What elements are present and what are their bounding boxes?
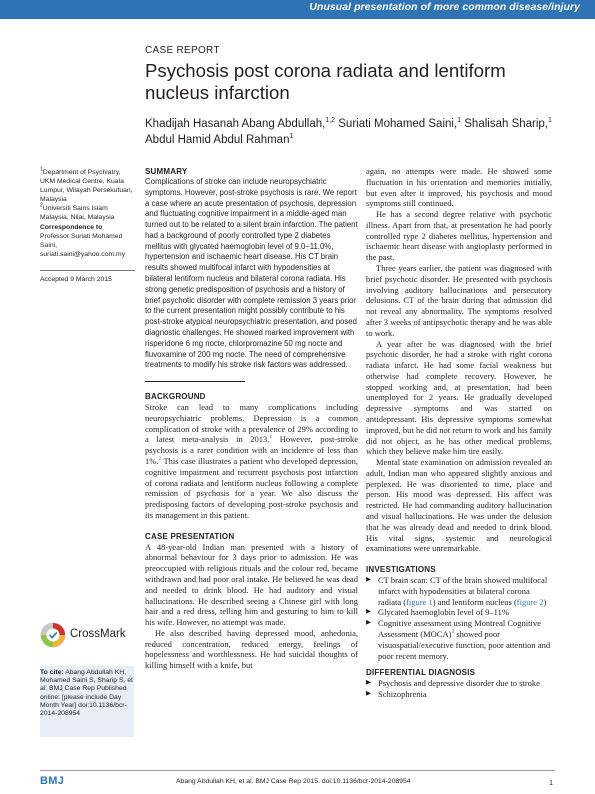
bullet-icon: ▶: [366, 608, 371, 616]
background-text-part: However, post-stroke psychosis is a rarer condition with an incidence of less than 1%.: [145, 434, 358, 466]
crossmark-icon: [40, 622, 66, 648]
reference-link[interactable]: 3: [451, 629, 455, 636]
bullet-icon: ▶: [366, 619, 371, 627]
right-column: [366, 166, 552, 700]
list-item-text: CT brain scan: CT of the brain showed multifocal infarct with hypodensities at bilateral corona radiata (: [378, 575, 548, 607]
sidebar-divider: [40, 270, 135, 271]
case-paragraph: A 48-year-old Indian man presented with a history of abnormal behaviour for 3 days prior to admission. He was preoccupied with religious rituals and the colour red, became withdrawn and had poor oral intake. He believed he was dead and needed to drink blood. He had auditory and visual hallucinations. He described seeing a Chinese girl with long hair and a red dress, telling him and gesturing to him to kill his wife. However, no attempt was made.: [145, 541, 358, 628]
list-item-text: ): [543, 596, 547, 607]
author-affiliation: 1,2: [325, 117, 336, 125]
background-heading: BACKGROUND: [145, 392, 206, 402]
author-name: Suriati Mohamed Saini,: [335, 118, 458, 130]
list-item-text: showed poor visuospatial/executive function, poor attention and poor recent memory.: [378, 629, 551, 661]
article-title: Psychosis post corona radiata and lentiform nucleus infarction: [145, 60, 506, 103]
correspondence-label: Correspondence to: [40, 224, 103, 231]
affiliations: [40, 168, 135, 222]
summary-heading: SUMMARY: [145, 167, 188, 176]
list-item: [366, 689, 552, 700]
author-affiliation: 1: [289, 133, 294, 141]
citation-box: [40, 666, 134, 737]
affiliation-number: 2: [40, 202, 43, 209]
page-footer: [0, 772, 595, 792]
correspondence-email[interactable]: suriati.saini@yahoo.com.my: [40, 251, 126, 258]
differential-list: [366, 678, 552, 700]
list-item-text: Schizophrenia: [378, 689, 427, 700]
author-name: Shalisah Sharip,: [461, 118, 549, 130]
summary-text: Complications of stroke can include neuropsychiatric symptoms. However, post-stroke psychosis is rare. We report a case where an acute presentation of psychosis, depression and fluctuating cognitive impairment in a middle-aged man turned out to be related to a silent brain infarction. The patient had a background of poorly controlled type 2 diabetes mellitus with glycated haemoglobin level of 9.0–11.0%, hypertension and ischaemic heart disease. His CT brain results showed multifocal infarct with hypodensities at bilateral lentiform nucleus and bilateral corona radiata. His strong genetic predisposition of psychosis and a history of brief psychotic disorder with complete remission 3 years prior to the current presentation might possibly contribute to his post-stroke atypical neuropsychiatric presentation, and posed diagnostic challenges. He showed marked improvement with risperidone 6 mg nocte, chlorpromazine 50 mg nocte and fluvoxamine of 200 mg nocte. The need of comprehensive treatments to modify his stroke risk factors was addressed.: [145, 177, 358, 370]
list-item-text: Cognitive assessment using Montreal Cognitive Assessment (MOCA): [378, 618, 541, 640]
case-paragraph: again, no attempts were made. He showed some fluctuation in his orientation and memories initially, but even after it improved, his psychosis and mood symptoms still continued.: [366, 166, 552, 209]
affiliation-number: 1: [40, 166, 43, 173]
cite-text: Abang Abdullah KH, Mohamed Saini S, Sharip S, et al. BMJ Case Rep Published online: [please include Day Month Year] doi:10.1136/bcr-2014-208954: [40, 669, 133, 718]
bullet-icon: ▶: [366, 679, 371, 687]
list-item-text: Glycated haemoglobin level of 9–11%: [378, 607, 509, 618]
article-type: CASE REPORT: [145, 45, 220, 56]
bmj-logo[interactable]: BMJ: [40, 775, 65, 787]
bullet-icon: ▶: [366, 576, 371, 584]
crossmark-badge[interactable]: [40, 622, 135, 648]
accepted-date: Accepted 9 March 2015: [40, 276, 112, 283]
figure-link[interactable]: figure 2: [516, 596, 544, 607]
investigations-list: [366, 575, 552, 661]
author-affiliation: 1: [548, 117, 552, 125]
list-item-text: Psychosis and depressive disorder due to stroke: [378, 678, 540, 689]
list-item-text: ) and lentiform nucleus (: [432, 596, 517, 607]
correspondence: [40, 223, 135, 259]
background-text-part: This case illustrates a patient who developed depression, cognitive impairment and recurrent psychosis post infarction of corona radiata and lentiform nucleus following a complete remission of psychosis for a year. We also discuss the predisposing factors of developing post-stroke psychosis and its management in this patient.: [145, 455, 358, 520]
banner-text: Unusual presentation of more common disease/injury: [309, 2, 580, 13]
case-paragraph: Mental state examination on admission revealed an adult, Indian man who appeared slightly anxious and perplexed. He was disoriented to time, place and person. His mood was depressed. His affect was restricted. He had commanding auditory hallucination and visual hallucinations. He was under the delusion that he was already dead and needed to drink blood. His vital signs, systemic and neurological examinations were unremarkable.: [366, 457, 552, 554]
author-name: Khadijah Hasanah Abang Abdullah,: [145, 118, 326, 130]
list-item: [366, 678, 552, 689]
affiliation-1: Department of Psychiatry, UKM Medical Centre, Kuala Lumpur, Wilayah Persekutuan, Malaysia: [40, 169, 133, 203]
cite-label: To cite:: [40, 669, 64, 676]
case-heading: CASE PRESENTATION: [145, 531, 235, 541]
crossmark-label: CrossMark: [70, 628, 126, 640]
case-paragraph: Three years earlier, the patient was diagnosed with brief psychotic disorder. He presented with psychosis involving auditory hallucinations and persecutory delusions. CT of the brain during that admission did not reveal any abnormality. The symptoms resolved after 3 weeks of antipsychotic therapy and he was able to work.: [366, 263, 552, 338]
journal-banner: [0, 0, 595, 19]
author-affiliation: 1: [457, 117, 462, 125]
case-paragraph: A year after he was diagnosed with the brief psychotic disorder, he had a stroke with right corona radiata infarct. He had some facial weakness but otherwise had complete recovery. However, he stopped working and, at presentation, had been unemployed for 2 years. He gradually developed depressive symptoms and was started on antidepressant. His depressive symptoms somewhat improved, but he did not return to work and his family did not object, as he has other medical problems, which they believe make him tire easily.: [366, 338, 552, 457]
case-paragraph: He has a second degree relative with psychotic illness. Apart from that, at presentation he had poorly controlled type 2 diabetes mellitus, hypertension and ischaemic heart disease with angioplasty performed in the past.: [366, 209, 552, 263]
correspondence-name: Professor Suriati Mohamed Saini,: [40, 233, 123, 249]
footer-citation: Abang Abdullah KH, et al. BMJ Case Rep 2015. doi:10.1136/bcr-2014-208954: [176, 778, 411, 785]
author-name: Abdul Hamid Abdul Rahman: [145, 134, 290, 146]
left-column: [145, 166, 358, 671]
investigations-heading: INVESTIGATIONS: [366, 565, 436, 575]
reference-link[interactable]: 2: [158, 456, 162, 463]
reference-link[interactable]: 1: [269, 434, 273, 441]
affiliation-2: Universiti Sains Islam Malaysia, Nilai, Malaysia: [40, 205, 115, 221]
background-text-part: Stroke can lead to many complications including neuropsychiatric problems. Depression is a common complication of stroke with a prevalence of 29% according to a latest meta-analysis in 2013.: [145, 402, 358, 445]
differential-heading: DIFFERENTIAL DIAGNOSIS: [366, 668, 476, 678]
summary-divider: [145, 381, 245, 382]
list-item: [366, 575, 552, 607]
list-item: [366, 618, 552, 661]
author-list: [145, 116, 575, 148]
background-text: [145, 402, 358, 521]
bullet-icon: ▶: [366, 690, 371, 698]
case-paragraph: He also described having depressed mood, anhedonia, reduced concentration, reduced energy, feelings of hopelessness and worthlessness. He had suicidal thoughts of killing himself with a knife, but: [145, 627, 358, 671]
list-item: [366, 607, 552, 618]
footer-divider: [40, 770, 555, 771]
page-number: 1: [549, 778, 553, 787]
figure-link[interactable]: figure 1: [406, 596, 433, 607]
